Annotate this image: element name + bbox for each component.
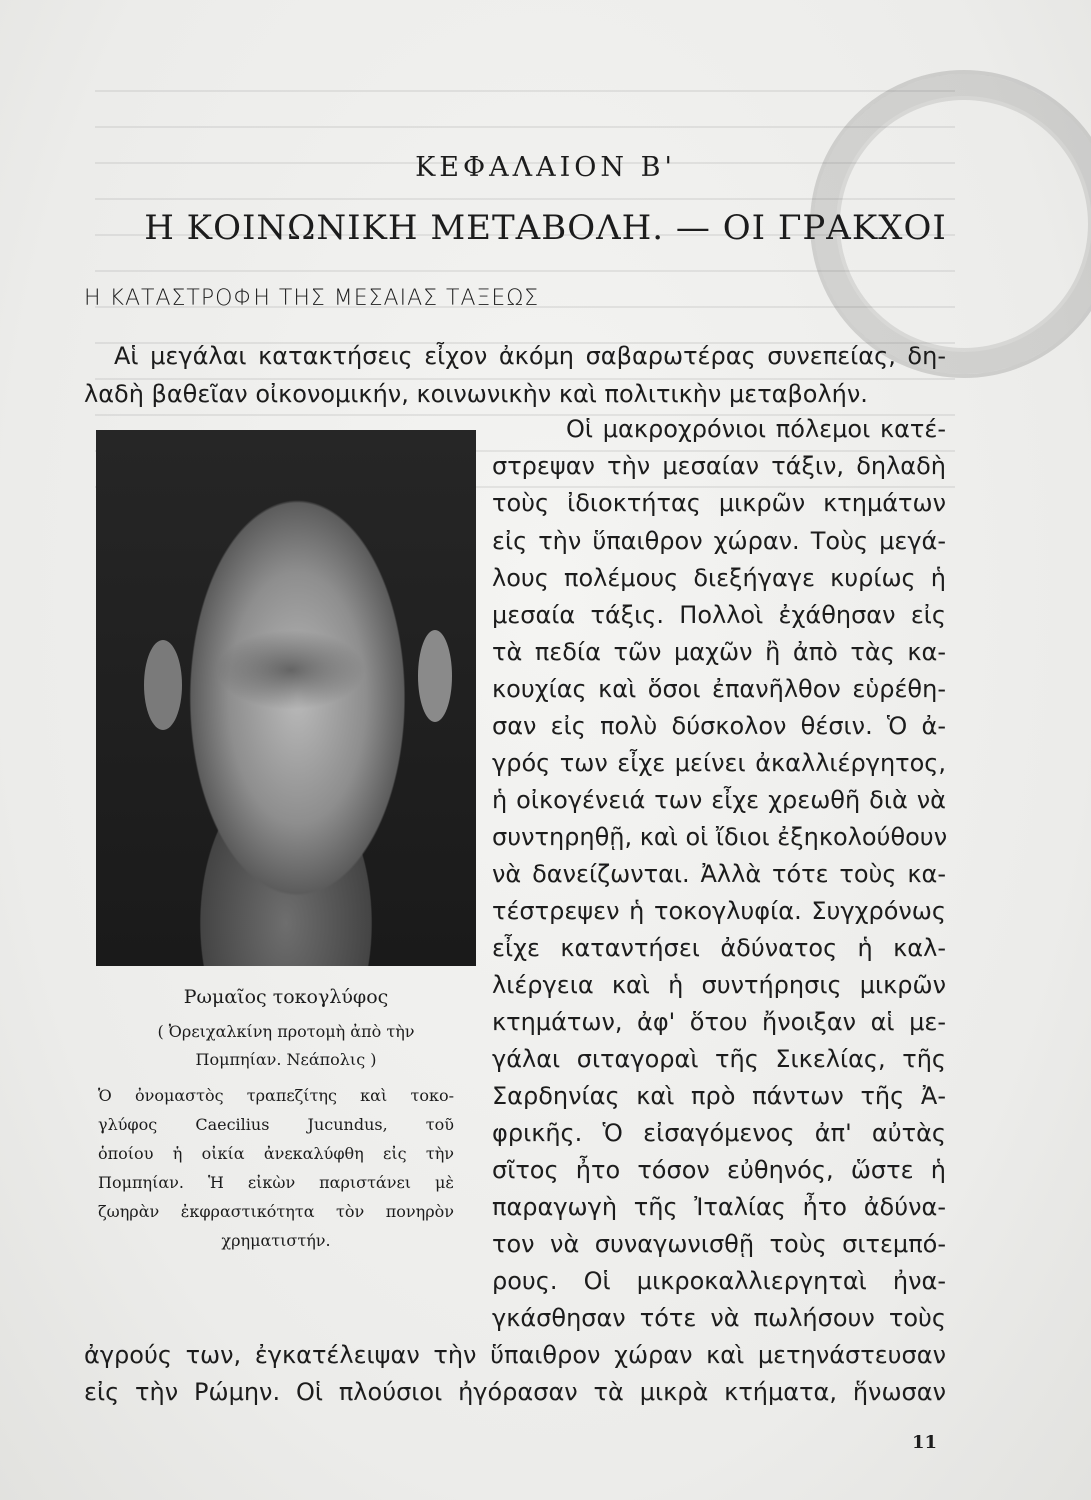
column-line: σῖτος ἦτο τόσον εὐθηνός, ὥστε ἡ — [492, 1156, 946, 1184]
column-line: κτημάτων, ἀφ' ὅτου ἤνοιξαν αἱ με- — [492, 1008, 946, 1036]
photo-detail — [144, 640, 182, 730]
column-line: λους πολέμους διεξήγαγε κυρίως ἡ — [492, 564, 946, 592]
photo-detail — [418, 630, 452, 722]
column-line: τέστρεψεν ἡ τοκογλυφία. Συγχρόνως — [492, 897, 946, 925]
figure-caption-source: ( Ὀρειχαλκίνη προτομὴ ἀπὸ τὴν — [157, 1022, 415, 1041]
column-line: εἰς τὴν ὕπαιθρον χώραν. Τοὺς μεγά- — [492, 527, 946, 555]
chapter-title: Η ΚΟΙΝΩΝΙΚΗ ΜΕΤΑΒΟΛΗ. — ΟΙ ΓΡΑΚΧΟΙ — [144, 208, 947, 248]
column-line: παραγωγὴ τῆς Ἰταλίας ἦτο ἀδύνα- — [492, 1193, 946, 1221]
column-line: κουχίας καὶ ὅσοι ἐπανῆλθον εὑρέθη- — [492, 675, 946, 703]
column-line: μεσαία τάξις. Πολλοὶ ἐχάθησαν εἰς — [492, 601, 946, 629]
intro-line: λαδὴ βαθεῖαν οἰκονομικήν, κοινωνικὴν καὶ πολιτικὴν μεταβολήν. — [84, 380, 868, 408]
figure-note-line: γλύφος Caecilius Jucundus, τοῦ — [98, 1115, 454, 1134]
figure-caption-title: Ρωμαῖος τοκογλύφος — [183, 986, 389, 1008]
column-line: φρικῆς. Ὁ εἰσαγόμενος ἀπ' αὐτὰς — [492, 1119, 946, 1147]
column-line: στρεψαν τὴν μεσαίαν τάξιν, δηλαδὴ — [492, 452, 946, 480]
column-line: συντηρηθῇ, καὶ οἱ ἴδιοι ἐξηκολούθουν — [492, 823, 948, 851]
intro-line: Αἱ μεγάλαι κατακτήσεις εἶχον ἀκόμη σαβαρωτέρας συνεπείας, δη- — [114, 342, 946, 370]
page-number: 11 — [912, 1432, 938, 1453]
figure-note-line: χρηματιστήν. — [221, 1231, 331, 1250]
column-line: ρους. Οἱ μικροκαλλιεργηταὶ ἠνα- — [492, 1267, 946, 1295]
photo-detail — [216, 630, 366, 710]
figure-caption-source: Πομπηίαν. Νεάπολις ) — [195, 1050, 377, 1069]
column-line: εἶχε καταντήσει ἀδύνατος ἡ καλ- — [492, 934, 946, 962]
figure-note-line: ζωηρὰν ἐκφραστικότητα τὸν πονηρὸν — [98, 1202, 454, 1221]
figure-note-line: ὁποίου ἡ οἰκία ἀνεκαλύφθη εἰς τὴν — [98, 1144, 454, 1163]
column-line: Οἱ μακροχρόνιοι πόλεμοι κατέ- — [566, 415, 946, 443]
chapter-label: ΚΕΦΑΛΑΙΟΝ Β' — [415, 152, 676, 183]
column-line: Σαρδηνίας καὶ πρὸ πάντων τῆς Ἀ- — [492, 1082, 946, 1110]
figure-note-line: Πομπηίαν. Ἡ εἰκὼν παριστάνει μὲ — [98, 1173, 454, 1192]
column-line: γκάσθησαν τότε νὰ πωλήσουν τοὺς — [492, 1304, 946, 1332]
column-line: λιέργεια καὶ ἡ συντήρησις μικρῶν — [492, 971, 946, 999]
column-line: γάλαι σιταγοραὶ τῆς Σικελίας, τῆς — [492, 1045, 946, 1073]
column-line: τὰ πεδία τῶν μαχῶν ἢ ἀπὸ τὰς κα- — [492, 638, 946, 666]
column-line: τοὺς ἰδιοκτήτας μικρῶν κτημάτων — [492, 489, 946, 517]
column-line: τον νὰ συναγωνισθῇ τοὺς σιτεμπό- — [492, 1230, 946, 1258]
portrait-photo — [96, 430, 476, 966]
column-line: σαν εἰς πολὺ δύσκολον θέσιν. Ὁ ἀ- — [492, 712, 946, 740]
column-line: νὰ δανείζωνται. Ἀλλὰ τότε τοὺς κα- — [492, 860, 946, 888]
column-line: ἡ οἰκογένειά των εἶχε χρεωθῆ διὰ νὰ — [492, 786, 946, 814]
section-heading: Η ΚΑΤΑΣΤΡΟΦΗ ΤΗΣ ΜΕΣΑΙΑΣ ΤΑΞΕΩΣ — [84, 286, 540, 311]
closing-line: ἀγρούς των, ἐγκατέλειψαν τὴν ὕπαιθρον χώραν καὶ μετηνάστευσαν — [84, 1341, 946, 1369]
figure-note-line: Ὁ ὀνομαστὸς τραπεζίτης καὶ τοκο- — [98, 1086, 454, 1105]
closing-line: εἰς τὴν Ρώμην. Οἱ πλούσιοι ἠγόρασαν τὰ μικρὰ κτήματα, ἥνωσαν — [84, 1378, 946, 1406]
column-line: γρός των εἶχε μείνει ἀκαλλιέργητος, — [492, 749, 946, 777]
